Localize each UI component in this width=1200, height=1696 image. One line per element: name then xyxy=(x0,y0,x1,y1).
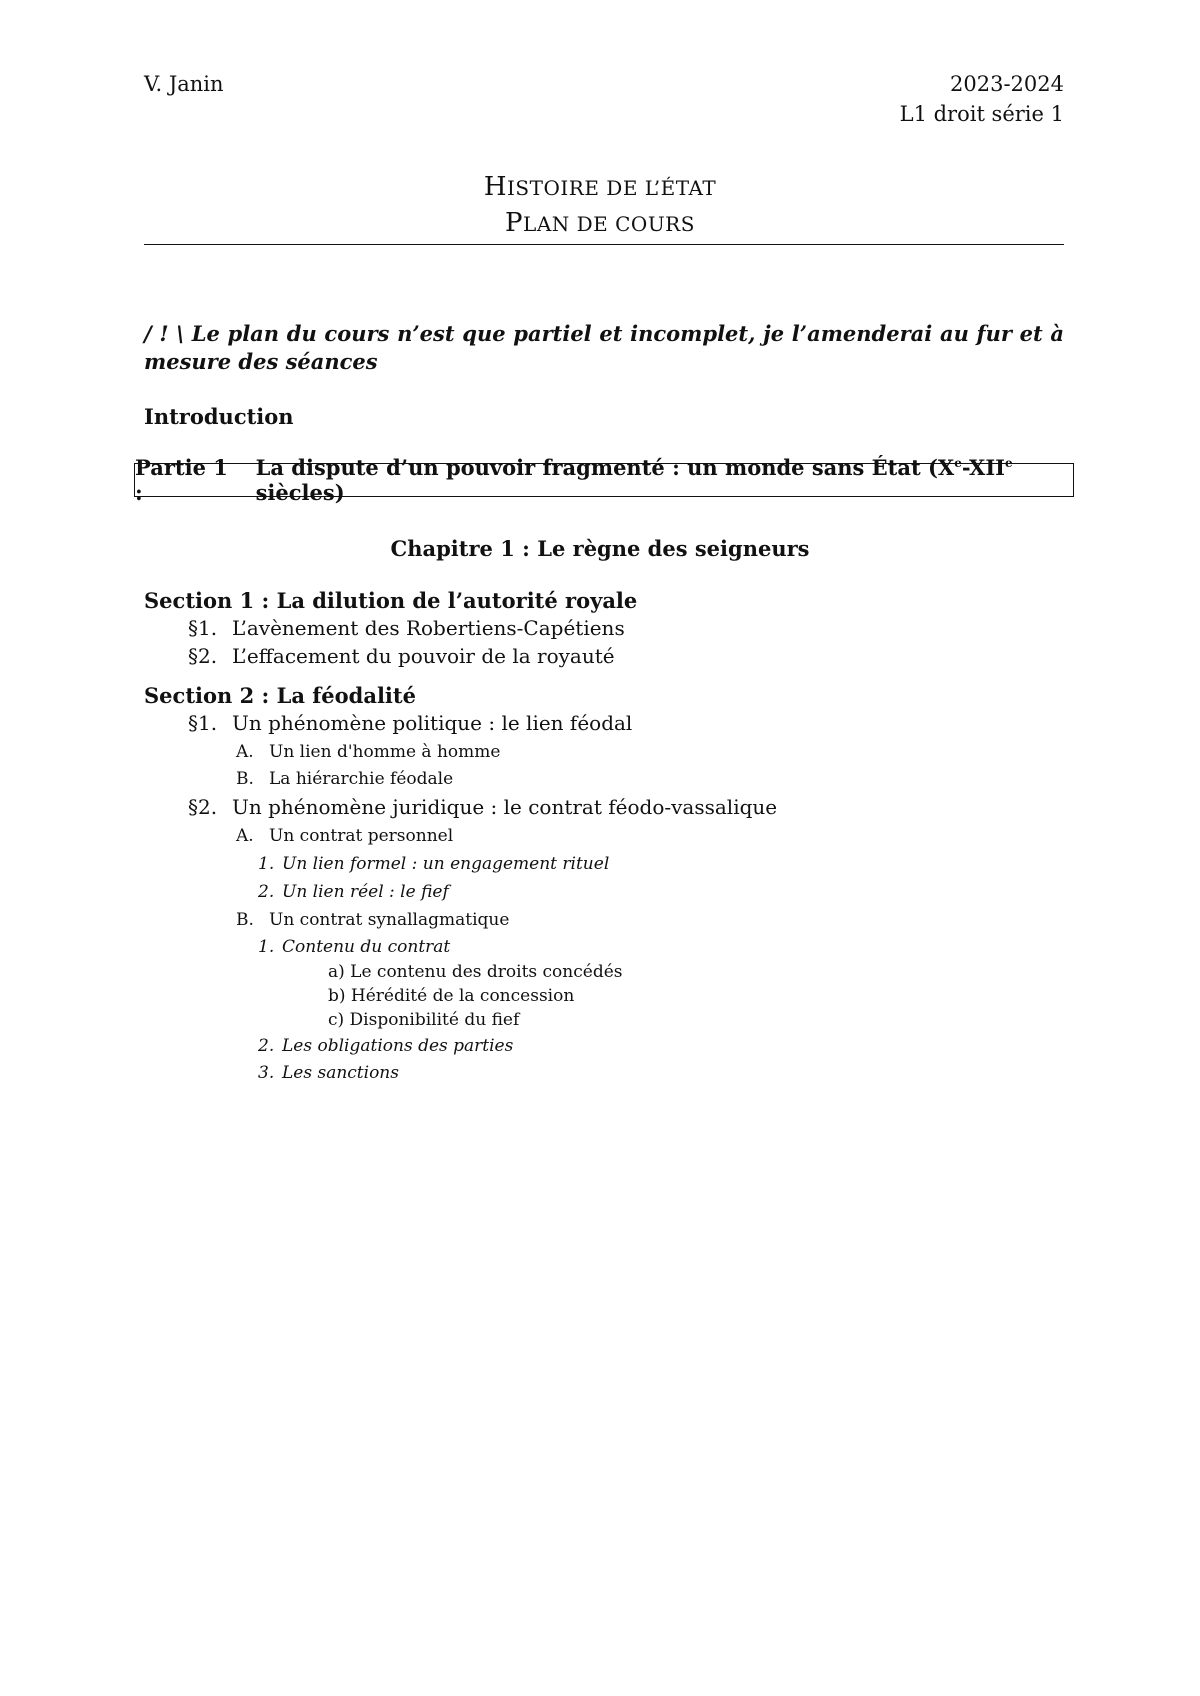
class-label: L1 droit série 1 xyxy=(899,102,1064,126)
section-1-item: §1. L’avènement des Robertiens-Capétiens xyxy=(188,616,625,640)
introduction-heading: Introduction xyxy=(144,404,294,429)
item-2B3: 3. Les sanctions xyxy=(258,1063,399,1083)
subpoint-1B: B. La hiérarchie féodale xyxy=(236,769,454,789)
warning-note: / ! \ Le plan du cours n’est que partiel et incomplet, je l’amenderai au fur et à mesure des séances xyxy=(144,321,1064,374)
item-2B2: 2. Les obligations des parties xyxy=(258,1036,514,1056)
document-title xyxy=(0,172,1200,202)
item-2B1b: b) Hérédité de la concession xyxy=(328,986,575,1006)
section-1-item: §2. L’effacement du pouvoir de la royauté xyxy=(188,644,615,668)
title-rule xyxy=(144,244,1064,245)
section-2-heading: Section 2 : La féodalité xyxy=(144,683,416,708)
item-2B1a: a) Le contenu des droits concédés xyxy=(328,962,623,982)
subtitle-initial: P xyxy=(505,208,524,238)
section-1-heading: Section 1 : La dilution de l’autorité royale xyxy=(144,588,638,613)
author-name: V. Janin xyxy=(144,72,224,96)
chapter-heading: Chapitre 1 : Le règne des seigneurs xyxy=(390,536,810,561)
item-2B1c: c) Disponibilité du fief xyxy=(328,1010,520,1030)
item-2B1: 1. Contenu du contrat xyxy=(258,937,451,957)
partie-title: La dispute d’un pouvoir fragmenté : un monde sans État (Xe-XIIe siècles) xyxy=(255,455,1013,505)
document-subtitle xyxy=(0,208,1200,238)
item-2A1: 1. Un lien formel : un engagement rituel xyxy=(258,854,610,874)
partie-label: Partie 1 : xyxy=(135,455,228,505)
academic-year: 2023-2024 xyxy=(950,72,1064,96)
paragraph-2: §2. Un phénomène juridique : le contrat féodo-vassalique xyxy=(188,795,778,819)
title-initial: H xyxy=(483,172,508,202)
subpoint-2B: B. Un contrat synallagmatique xyxy=(236,910,510,930)
title-rest: ISTOIRE DE L’ÉTAT xyxy=(507,176,717,200)
item-2A2: 2. Un lien réel : le fief xyxy=(258,882,449,902)
partie-box xyxy=(134,455,1074,505)
subpoint-2A: A. Un contrat personnel xyxy=(236,826,454,846)
paragraph-1: §1. Un phénomène politique : le lien féodal xyxy=(188,711,633,735)
subpoint-1A: A. Un lien d'homme à homme xyxy=(236,742,501,762)
subtitle-rest: LAN DE COURS xyxy=(523,212,695,236)
